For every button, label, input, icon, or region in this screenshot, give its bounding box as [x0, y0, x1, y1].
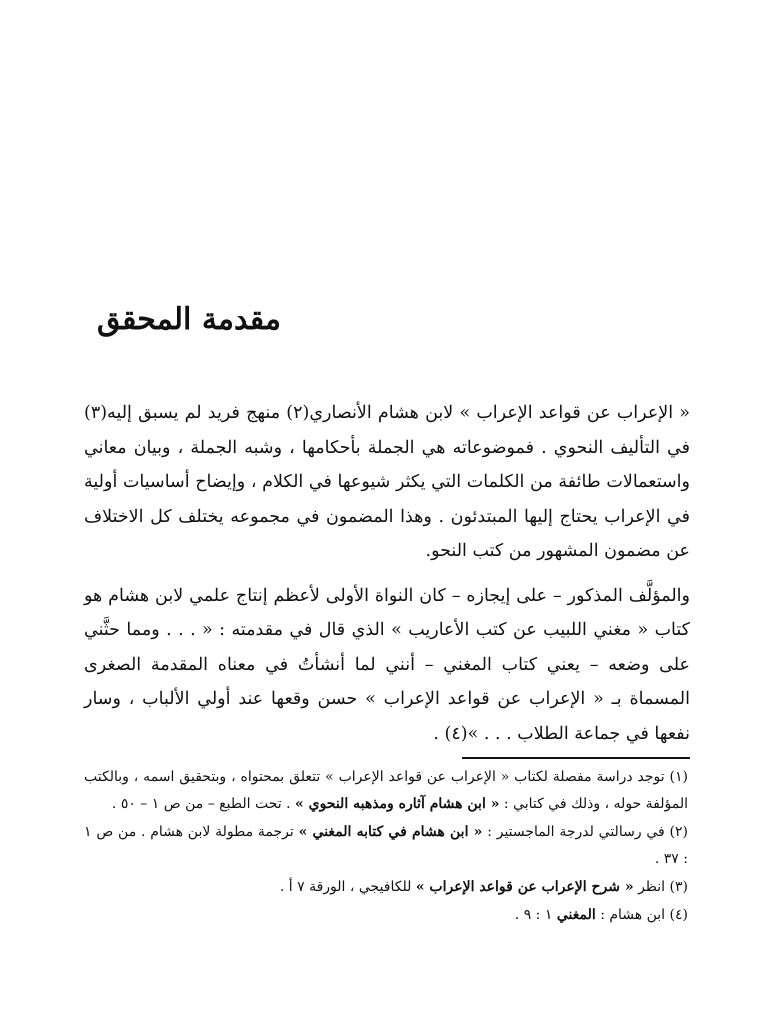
paragraph-1: « الإعراب عن قواعد الإعراب » لابن هشام الأنصاري(٢) منهج فريد لم يسبق إليه(٣) في التأليف النحوي . فموضوعاته هي الجملة بأحكامها ، وشبه الجملة ، وبيان معاني واستعمالات طائفة من الكلمات التي يكثر شيوعها في الكلام ، وإيضاح أساسيات أولية في الإعراب يحتاج إليها المبتدئون . وهذا المضمون في مجموعه يختلف كل الاختلاف عن مضمون المشهور من كتب النحو.	[84, 403, 690, 561]
footnote-bold-title: « ابن هشام في كتابه المغني »	[298, 824, 483, 840]
footnote-tail: للكافيجي ، الورقة ٧ أ .	[279, 879, 416, 895]
footnote-number: (٤)	[669, 907, 688, 923]
footnote-2	[84, 819, 688, 873]
footnote-4	[84, 902, 688, 929]
footnote-number: (٣)	[669, 879, 688, 895]
footnotes	[84, 764, 688, 929]
footnote-bold-title: المغني	[556, 907, 596, 923]
footnote-number: (١)	[669, 769, 688, 785]
footnote-text: انظر	[633, 879, 666, 895]
footnote-1	[84, 764, 688, 818]
footnote-3	[84, 874, 688, 901]
page-title: مقدمة المحقق	[97, 302, 281, 338]
footnote-bold-title: « شرح الإعراب عن قواعد الإعراب »	[415, 879, 634, 895]
footnote-divider	[462, 757, 690, 759]
footnote-tail: . تحت الطبع – من ص ١ – ٥٠ .	[111, 796, 291, 812]
footnote-tail: ١ : ٩ .	[514, 907, 557, 923]
footnote-number: (٢)	[669, 824, 688, 840]
footnote-bold-title: « ابن هشام آثاره ومذهبه النحوي »	[294, 796, 500, 812]
paragraph-2: والمؤلَّف المذكور – على إيجازه – كان النواة الأولى لأعظم إنتاج علمي لابن هشام هو كتاب « مغني اللبيب عن كتب الأعاريب » الذي قال في مقدمته : « . . . ومما حثَّني على وضعه – يعني كتاب المغني – أنني لما أنشأتُ في معناه المقدمة الصغرى المسماة بـ « الإعراب عن قواعد الإعراب » حسن وقعها عند أولي الألباب ، وسار نفعها في جماعة الطلاب . . . »(٤) .	[84, 585, 690, 744]
footnote-text: في رسالتي لدرجة الماجستير :	[482, 824, 665, 840]
footnote-text: ابن هشام :	[595, 907, 666, 923]
footnote-text: توجد دراسة مفصلة لكتاب « الإعراب عن قواعد الإعراب » تتعلق بمحتواه ، وبتحقيق اسمه ، وبالكتب المؤلفة حوله ، وذلك في كتابي :	[84, 769, 688, 812]
footnote-tail: ترجمة مطولة لابن هشام . من ص ١ : ٣٧ .	[84, 824, 688, 867]
main-text	[84, 396, 690, 751]
